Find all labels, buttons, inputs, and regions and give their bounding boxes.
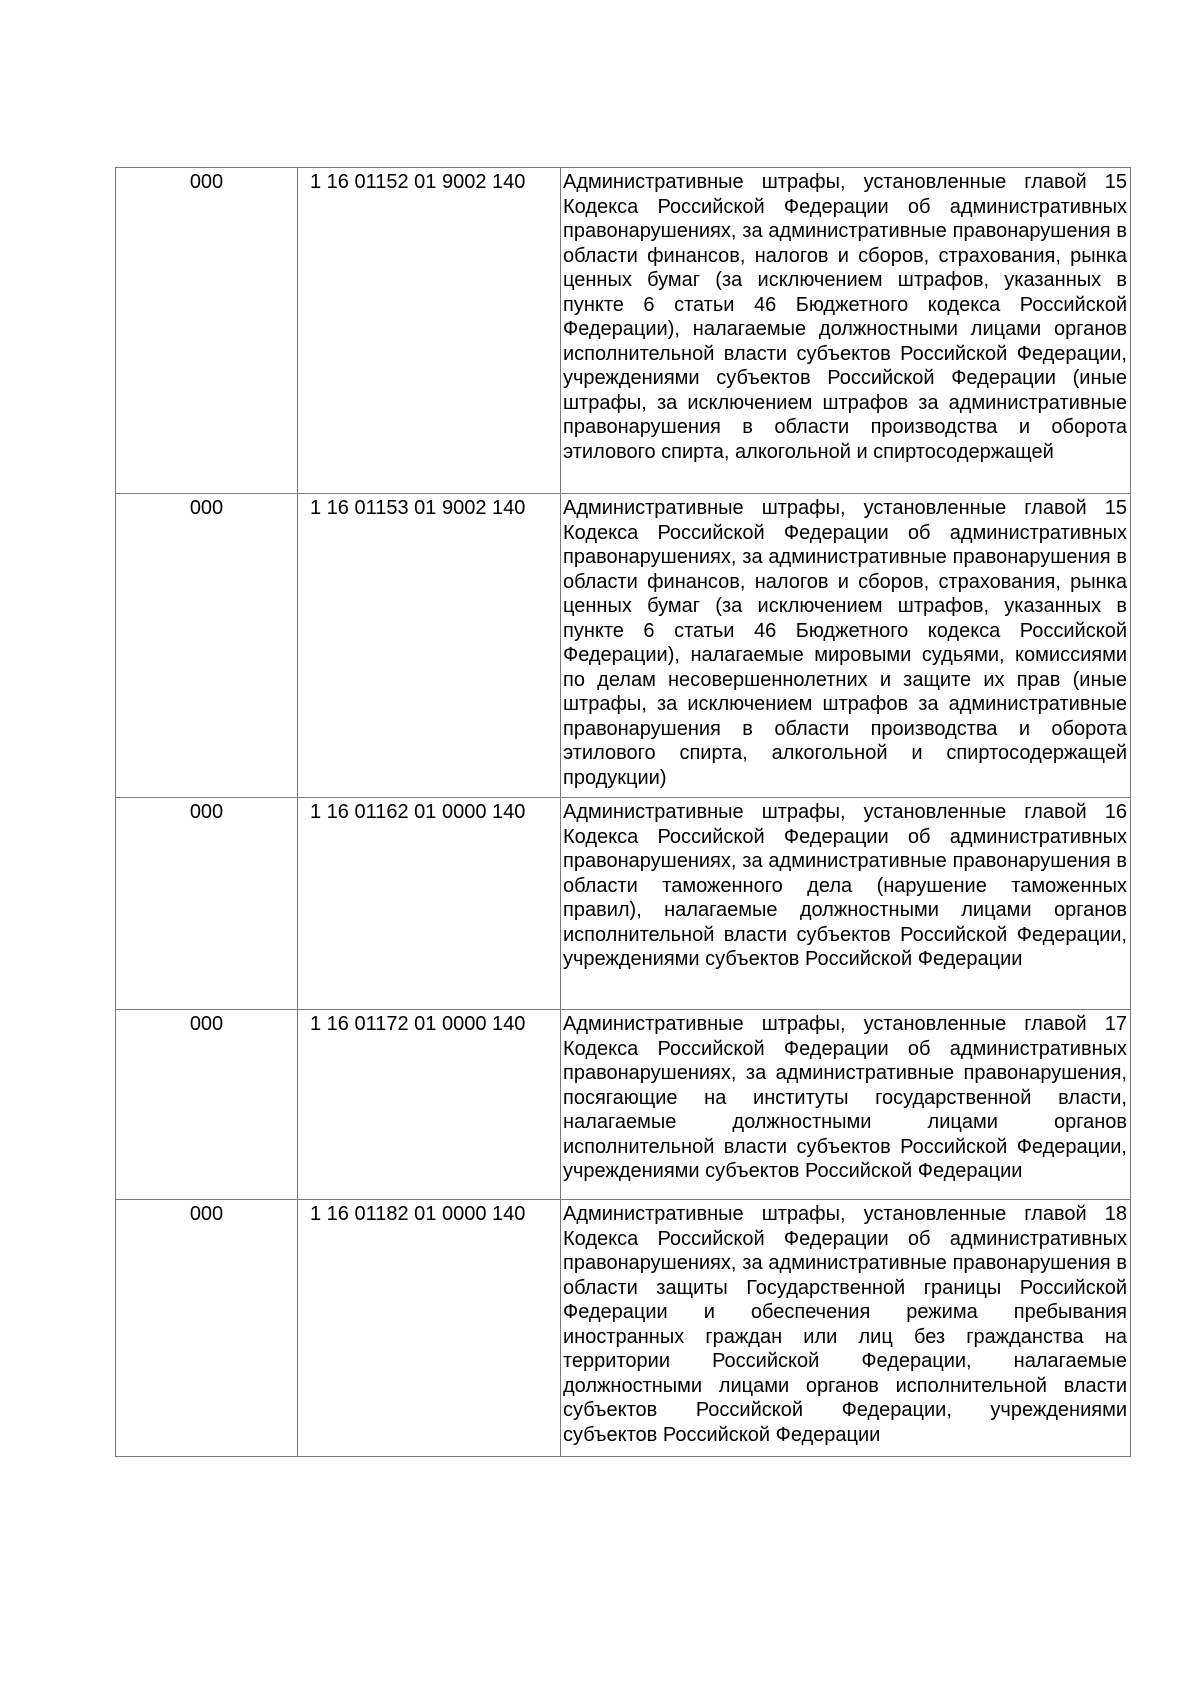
description-text: Административные штрафы, установленные главой 15 Кодекса Российской Федерации об административных правонарушениях, за административные правонарушения в области финансов, налогов и сборов, страхования, рынка ценных бумаг (за исключением штрафов, указанных в пункте 6 статьи 46 Бюджетного кодекса Российской Федерации), налагаемые должностными лицами органов исполнительной власти субъектов Российской Федерации, учреждениями субъектов Российской Федерации (иные штрафы, за исключением штрафов за административные правонарушения в области производства и оборота этилового спирта, алкогольной и спиртосодержащей: [563, 171, 1127, 463]
admin-code-cell: [115, 1200, 298, 1456]
table-row: [115, 797, 1131, 1009]
description-cell: [561, 798, 1131, 1009]
kbk-code: 1 16 01152 01 9002 140: [310, 171, 526, 193]
admin-code-cell: [115, 798, 298, 1009]
kbk-cell: [298, 798, 561, 1009]
admin-code: 000: [189, 1203, 224, 1225]
kbk-code: 1 16 01172 01 0000 140: [310, 1013, 526, 1035]
table-row: [115, 167, 1131, 493]
table-row: [115, 493, 1131, 797]
kbk-code: 1 16 01153 01 9002 140: [310, 497, 526, 519]
kbk-code: 1 16 01182 01 0000 140: [310, 1203, 526, 1225]
description-text: Административные штрафы, установленные главой 18 Кодекса Российской Федерации об административных правонарушениях, за административные правонарушения в области защиты Государственной границы Российской Федерации и обеспечения режима пребывания иностранных граждан или лиц без гражданства на территории Российской Федерации, налагаемые должностными лицами органов исполнительной власти субъектов Российской Федерации, учреждениями субъектов Российской Федерации: [563, 1203, 1127, 1446]
admin-code: 000: [189, 801, 224, 823]
admin-code-cell: [115, 1010, 298, 1199]
kbk-cell: [298, 1010, 561, 1199]
description-cell: [561, 494, 1131, 797]
description-text: Административные штрафы, установленные главой 15 Кодекса Российской Федерации об административных правонарушениях, за административные правонарушения в области финансов, налогов и сборов, страхования, рынка ценных бумаг (за исключением штрафов, указанных в пункте 6 статьи 46 Бюджетного кодекса Российской Федерации), налагаемые мировыми судьями, комиссиями по делам несовершеннолетних и защите их прав (иные штрафы, за исключением штрафов за административные правонарушения в области производства и оборота этилового спирта, алкогольной и спиртосодержащей продукции): [563, 497, 1127, 789]
description-text: Административные штрафы, установленные главой 16 Кодекса Российской Федерации об административных правонарушениях, за административные правонарушения в области таможенного дела (нарушение таможенных правил), налагаемые должностными лицами органов исполнительной власти субъектов Российской Федерации, учреждениями субъектов Российской Федерации: [563, 801, 1127, 970]
description-cell: [561, 168, 1131, 493]
kbk-cell: [298, 1200, 561, 1456]
description-text: Административные штрафы, установленные главой 17 Кодекса Российской Федерации об административных правонарушениях, за административные правонарушения, посягающие на институты государственной власти, налагаемые должностными лицами органов исполнительной власти субъектов Российской Федерации, учреждениями субъектов Российской Федерации: [563, 1013, 1127, 1182]
kbk-cell: [298, 494, 561, 797]
admin-code: 000: [189, 171, 224, 193]
description-cell: [561, 1010, 1131, 1199]
admin-code: 000: [189, 497, 224, 519]
budget-codes-table: [115, 167, 1131, 1457]
admin-code-cell: [115, 168, 298, 493]
table-row: [115, 1009, 1131, 1199]
description-cell: [561, 1200, 1131, 1456]
kbk-cell: [298, 168, 561, 493]
table-row: [115, 1199, 1131, 1457]
admin-code: 000: [189, 1013, 224, 1035]
kbk-code: 1 16 01162 01 0000 140: [310, 801, 526, 823]
admin-code-cell: [115, 494, 298, 797]
